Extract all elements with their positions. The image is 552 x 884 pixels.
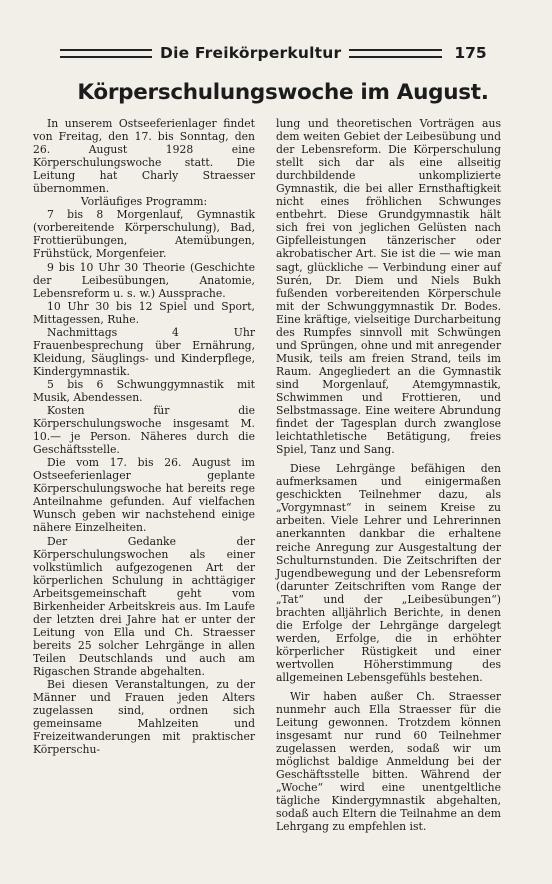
paragraph: Nachmittags 4 Uhr Frauenbesprechung über Ernährung, Kleidung, Säuglings- und Kinderpflege, Kindergymnastik. xyxy=(33,325,255,378)
paragraph: Kosten für die Körperschulungswoche insgesamt M. 10.— je Person. Näheres durch die Geschäftsstelle. xyxy=(33,404,255,457)
left-column xyxy=(33,117,255,756)
paragraph: Diese Lehrgänge befähigen den aufmerksamen und einigermaßen geschickten Teilnehmer dazu, als „Vorgymnast“ in seinem Kreise zu arbeiten. Viele Lehrer und Lehrerinnen anerkannten dankbar die erhaltene reiche Anregung zur Ausgestaltung der Schulturnstunden. Die Zeitschriften der Jugendbewegung und der Lebensreform (darunter Zeitschriften vom Range der „Tat“ und der „Leibesübungen“) brachten alljährlich Berichte, in denen die Erfolge der Lehrgänge dargelegt werden, Erfolge, die in erhöhter körperlicher Rüstigkeit und einer wertvollen Höherstimmung des allgemeinen Lebensgefühls bestehen. xyxy=(276,462,501,684)
paragraph: Die vom 17. bis 26. August im Ostseeferienlager geplante Körperschulungswoche hat bereits rege Anteilnahme gefunden. Auf vielfachen Wunsch geben wir nachstehend einige nähere Einzelheiten. xyxy=(33,456,255,535)
paragraph: Wir haben außer Ch. Straesser nunmehr auch Ella Straesser für die Leitung gewonnen. Trotzdem können insgesamt nur rund 60 Teilnehmer zugelassen werden, sodaß wir um möglichst baldige Anmeldung bei der Geschäftsstelle bitten. Während der „Woche“ wird eine unentgeltliche tägliche Kindergymnastik abgehalten, sodaß auch Eltern die Teilnahme an dem Lehrgang zu empfehlen ist. xyxy=(276,690,501,834)
paragraph: Bei diesen Veranstaltungen, zu der Männer und Frauen jeden Alters zugelassen sind, ordnen sich gemeinsame Mahlzeiten und Freizeitwanderungen mit praktischer Körperschu- xyxy=(33,678,255,757)
paragraph: In unserem Ostseeferienlager findet von Freitag, den 17. bis Sonntag, den 26. August 1928 eine Körperschulungswoche statt. Die Leitung hat Charly Straesser übernommen. xyxy=(33,117,255,196)
header-rule-right xyxy=(349,49,442,58)
page-number: 175 xyxy=(454,44,487,62)
paragraph: lung und theoretischen Vorträgen aus dem weiten Gebiet der Leibesübung und der Lebensreform. Die Körperschulung stellt sich dar als eine allseitig durchbildende unkomplizierte Gymnastik, die bei aller Ernsthaftigkeit nicht eines fröhlichen Schwunges entbehrt. Diese Grundgymnastik hält sich frei von jeglichen Gelüsten nach Gipfelleistungen tänzerischer oder akrobatischer Art. Sie ist die — wie man sagt, glückliche — Verbindung einer auf Surén, Dr. Diem und Niels Bukh fußenden vorbereitenden Körperschule mit der Schwunggymnastik Dr. Bodes. Eine kräftige, vielseitige Durcharbeitung des Rumpfes sinnvoll mit Schwüngen und Sprüngen, ohne und mit anregender Musik, teils am freien Strand, teils im Raum. Angegliedert an die Gymnastik sind Morgenlauf, Atemgymnastik, Schwimmen und Frottieren, und Selbstmassage. Eine weitere Abrundung findet der Tagesplan durch zwanglose leichtathletische Betätigung, freies Spiel, Tanz und Sang. xyxy=(276,117,501,457)
paragraph: 10 Uhr 30 bis 12 Spiel und Sport, Mittagessen, Ruhe. xyxy=(33,299,255,326)
paragraph: 5 bis 6 Schwunggymnastik mit Musik, Abendessen. xyxy=(33,377,255,404)
right-column xyxy=(276,117,501,834)
article-title: Körperschulungswoche im August. xyxy=(77,80,489,105)
running-title: Die Freikörperkultur xyxy=(160,44,342,62)
running-header xyxy=(60,42,506,64)
paragraph: 7 bis 8 Morgenlauf, Gymnastik (vorbereitende Körperschulung), Bad, Frottierübungen, Atemübungen, Frühstück, Morgenfeier. xyxy=(33,208,255,261)
program-heading: Vorläufiges Programm: xyxy=(80,195,208,209)
header-rule-left xyxy=(60,49,152,58)
paragraph: Der Gedanke der Körperschulungswochen als einer volkstümlich aufgezogenen Art der körperlichen Schulung in achttägiger Arbeitsgemeinschaft geht vom Birkenheider Arbeitskreis aus. Im Laufe der letzten drei Jahre hat er unter der Leitung von Ella und Ch. Straesser bereits 25 solcher Lehrgänge in allen Teilen Deutschlands und auch am Rigaschen Strande abgehalten. xyxy=(33,534,255,678)
paragraph: 9 bis 10 Uhr 30 Theorie (Geschichte der Leibesübungen, Anatomie, Lebensreform u. s. w.) Aussprache. xyxy=(33,260,255,300)
